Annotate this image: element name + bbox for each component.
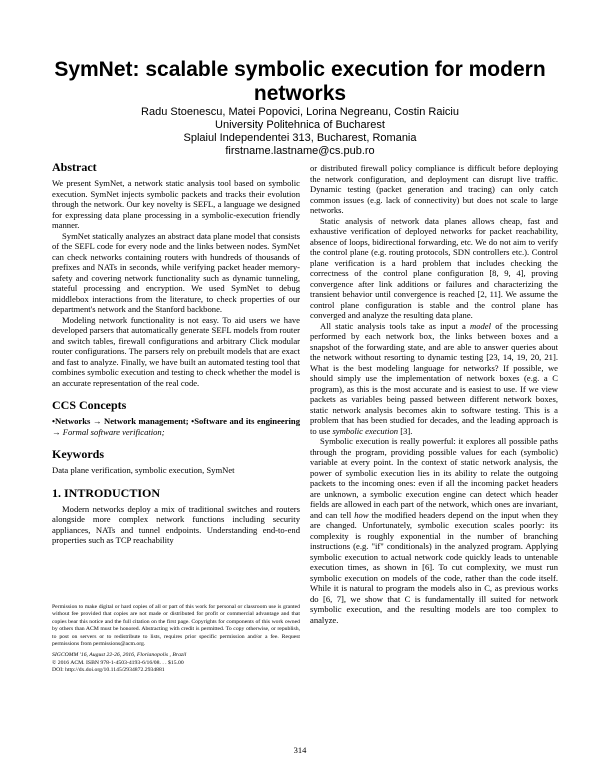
author-block [40,106,560,158]
conference-line: SIGCOMM '16, August 22-26, 2016, Florianopolis , Brazil [52,652,187,659]
author-names: Radu Stoenescu, Matei Popovici, Lorina Negreanu, Costin Raiciu [141,106,459,118]
abstract-heading: Abstract [52,160,97,174]
p3-text-c: [3]. [398,425,413,436]
introduction-paragraph-1: Modern networks deploy a mix of traditional switches and routers alongside more complex network functions including security appliances, NATs and tunnel endpoints. Understanding end-to-end properties such as TCP reachability [52,503,300,545]
abstract-paragraph-3: Modeling network functionality is not easy. To aid users we have developed parsers that automatically generate SEFL models from router and switch tables, firewall configurations and arbitrary Click modular router configurations. The parsers rely on prebuilt models that are exact and fast to analyze. Finally, we have built an automated testing tool that combines symbolic execution and testing to check whether the model is an accurate representation of the real code. [52,314,300,388]
abstract-paragraph-1: We present SymNet, a network static analysis tool based on symbolic execution. SymNet injects symbolic packets and tracks their evolution through the network. Our key novelty is SEFL, a language we designed for expressing data plane processing in a symbolic-execution friendly manner. [52,178,300,230]
permission-footnote [52,604,300,675]
doi-line: DOI: http://dx.doi.org/10.1145/2934872.2934881 [52,667,165,674]
ccs-italic: Formal software verification; [62,426,165,437]
introduction-heading: 1. INTRODUCTION [52,485,161,500]
author-email: firstname.lastname@cs.pub.ro [225,145,375,157]
p3-italic-model: model [470,320,492,331]
abstract-paragraph-2: SymNet statically analyzes an abstract data plane model that consists of the SEFL code for every node and the links between nodes. SymNet can check networks containing routers with hundreds of thousands of prefixes and NATs in seconds, while verifying packet header memory-safety and covering network functionality such as dynamic tunneling, stateful processing and encryption. We used SymNet to debug middlebox interactions from the literature, to check properties of our department's network and the Stanford backbone. [52,230,300,314]
right-paragraph-4 [310,436,558,625]
p3-text-b: of the processing performed by each network box, the links between boxes and a snapshot of the forwarding state, and are able to answer queries about the network without resorting to dynamic testing [23, 14, 19, 20, 21]. What is the best modeling language for networks? If possible, we should simply use the implementation of network boxes (e.g. a C program), as this is the most accurate and is easiest to use. If we view packets as variables being passed between different network boxes, static network analysis becomes akin to software testing. This is a problem that has been studied for decades, and the leading approach is to use [310,320,558,436]
p4-italic-how: how [354,509,369,520]
keywords-heading: Keywords [52,447,104,461]
ccs-concepts [52,416,300,437]
page-number: 314 [293,745,307,755]
right-paragraph-2: Static analysis of network data planes allows cheap, fast and exhaustive verification of deployed networks for packet reachability, absence of loops, bidirectional forwarding, etc. We do not aim to verify the control plane (e.g. routing protocols, SDN controllers etc.). Control plane verification is a hard problem that includes checking the correctness of the control plane configuration [8, 9, 4], proving convergence after link additions or failures and characterizing the transient behavior until convergence is reached [2, 11]. We assume the control plane configuration is stable and the control plane has converged and analyze the resulting data plane. [310,215,558,320]
left-column [52,160,300,546]
copyright-line: © 2016 ACM. ISBN 978-1-4503-4193-6/16/08. . . $15.00 [52,659,184,666]
p3-italic-symbolic: symbolic execution [332,425,399,436]
author-affiliation: University Politehnica of Bucharest [215,119,385,131]
permission-text: Permission to make digital or hard copies of all or part of this work for personal or classroom use is granted without fee provided that copies are not made or distributed for profit or commercial advantage and that copies bear this notice and the full citation on the first page. Copyrights for components of this work owned by others than ACM must be honored. Abstracting with credit is permitted. To copy otherwise, or republish, to post on servers or to redistribute to lists, requires prior specific permission and/or a fee. Request permissions from permissions@acm.org. [52,604,300,648]
right-paragraph-3 [310,321,558,437]
right-paragraph-1: or distributed firewall policy compliance is difficult before deploying the network configuration, and deployment can disrupt live traffic. Dynamic testing (packet generation and tracing) can only catch common issues (e.g. lack of connectivity) but does not scale to large networks. [310,163,558,215]
author-address: Splaiul Independentei 313, Bucharest, Romania [183,132,417,144]
keywords-text: Data plane verification, symbolic execution, SymNet [52,465,235,475]
ccs-heading: CCS Concepts [52,398,127,412]
right-column [310,163,558,625]
p3-text-a: All static analysis tools take as input a [320,320,470,331]
p4-text-a: Symbolic execution is really powerful: it explores all possible paths through the program, providing possible values for each (symbolic) variable at every point. In the context of static network analysis, the power of symbolic execution lies in its ability to relate the outgoing packets to the incoming ones: even if all the incoming packet headers are unknown, a symbolic execution engine can detect which header fields are allowed in each part of the network, which ones are invariant, and can tell [310,436,558,520]
paper-title: SymNet: scalable symbolic execution for modern networks [54,58,546,105]
p4-text-b: the modified headers depend on the input when they are changed. Unfortunately, symbolic execution scales poorly: its complexity is roughly exponential in the number of branching instructions (e.g. "if" conditionals) in the analyzed program. Applying symbolic execution to actual network code quickly leads to untenable execution times, as shown in [6]. To cut complexity, we must run symbolic execution on models of the code, rather than the code itself. While it is natural to program the models also in C, as previous works do [6, 7], we show that C is fundamentally ill suited for network symbolic execution, and the resulting models are too complex to analyze. [310,509,558,625]
ccs-bold: •Networks → Network management; •Software and its engineering → [52,416,300,437]
